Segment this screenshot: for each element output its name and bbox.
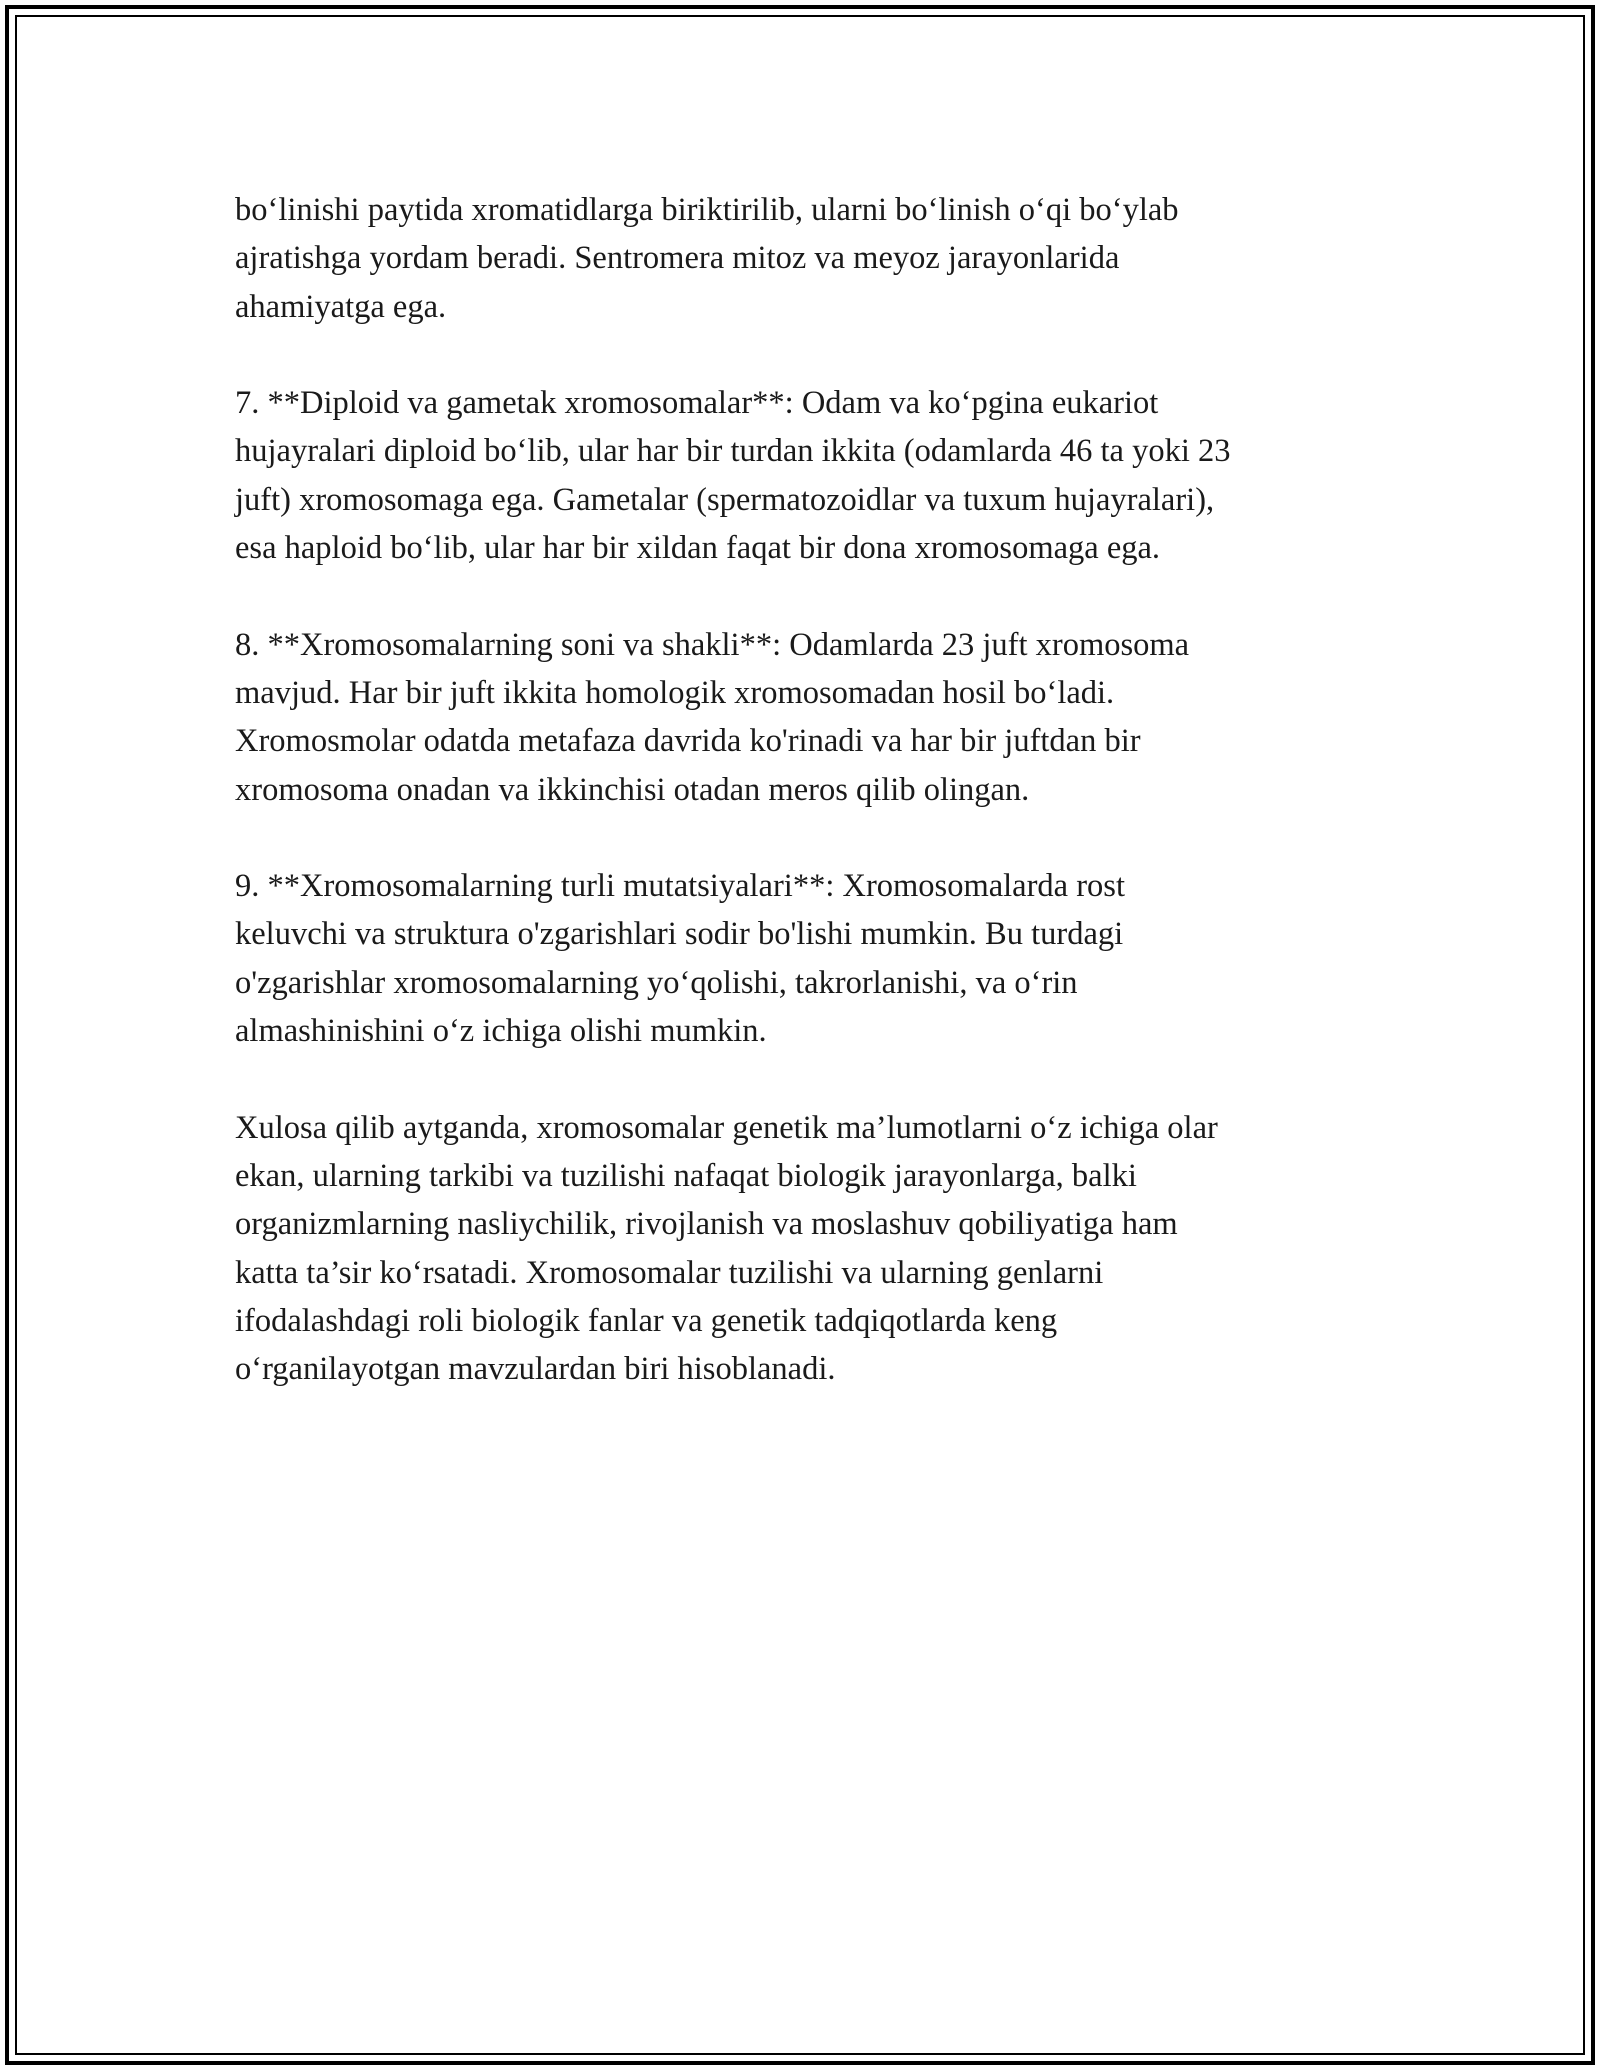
text-line: 7. **Diploid va gametak xromosomalar**: Odam va ko‘pgina eukariot: [235, 385, 1159, 422]
text-line: o'zgarishlar xromosomalarning yo‘qolishi, takrorlanishi, va o‘rin: [235, 964, 1078, 1001]
paragraph-conclusion: [235, 1104, 1385, 1394]
text-line: almashinishini o‘z ichiga olishi mumkin.: [235, 1013, 767, 1050]
text-line: keluvchi va struktura o'zgarishlari sodir bo'lishi mumkin. Bu turdagi: [235, 916, 1124, 953]
text-line: ajratishga yordam beradi. Sentromera mitoz va meyoz jarayonlarida: [235, 240, 1120, 277]
text-line: katta ta’sir ko‘rsatadi. Xromosomalar tuzilishi va ularning genlarni: [235, 1254, 1104, 1291]
text-line: 8. **Xromosomalarning soni va shakli**: Odamlarda 23 juft xromosoma: [235, 626, 1190, 663]
document-body: [235, 186, 1385, 1442]
text-line: Xromosmolar odatda metafaza davrida ko'rinadi va har bir juftdan bir: [235, 723, 1141, 760]
text-line: ekan, ularning tarkibi va tuzilishi nafaqat biologik jarayonlarga, balki: [235, 1157, 1137, 1194]
text-line: mavjud. Har bir juft ikkita homologik xromosomadan hosil bo‘ladi.: [235, 674, 1115, 711]
paragraph-item-9-mutations: [235, 862, 1385, 1055]
paragraph-centromere-continuation: [235, 186, 1385, 331]
paragraph-item-7-diploid: [235, 379, 1385, 572]
text-line: esa haploid bo‘lib, ular har bir xildan faqat bir dona xromosomaga ega.: [235, 530, 1161, 567]
text-line: ahamiyatga ega.: [235, 288, 447, 325]
text-line: hujayralari diploid bo‘lib, ular har bir turdan ikkita (odamlarda 46 ta yoki 23: [235, 433, 1231, 470]
text-line: Xulosa qilib aytganda, xromosomalar genetik ma’lumotlarni o‘z ichiga olar: [235, 1109, 1218, 1146]
text-line: xromosoma onadan va ikkinchisi otadan meros qilib olingan.: [235, 771, 1030, 808]
text-line: juft) xromosomaga ega. Gametalar (spermatozoidlar va tuxum hujayralari),: [235, 481, 1215, 518]
text-line: bo‘linishi paytida xromatidlarga biriktirilib, ularni bo‘linish o‘qi bo‘ylab: [235, 192, 1179, 228]
text-line: o‘rganilayotgan mavzulardan biri hisoblanadi.: [235, 1351, 836, 1388]
text-line: ifodalashdagi roli biologik fanlar va genetik tadqiqotlarda keng: [235, 1302, 1058, 1339]
paragraph-item-8-number-shape: [235, 621, 1385, 814]
text-line: 9. **Xromosomalarning turli mutatsiyalari**: Xromosomalarda rost: [235, 868, 1125, 905]
text-line: organizmlarning nasliychilik, rivojlanish va moslashuv qobiliyatiga ham: [235, 1206, 1178, 1243]
